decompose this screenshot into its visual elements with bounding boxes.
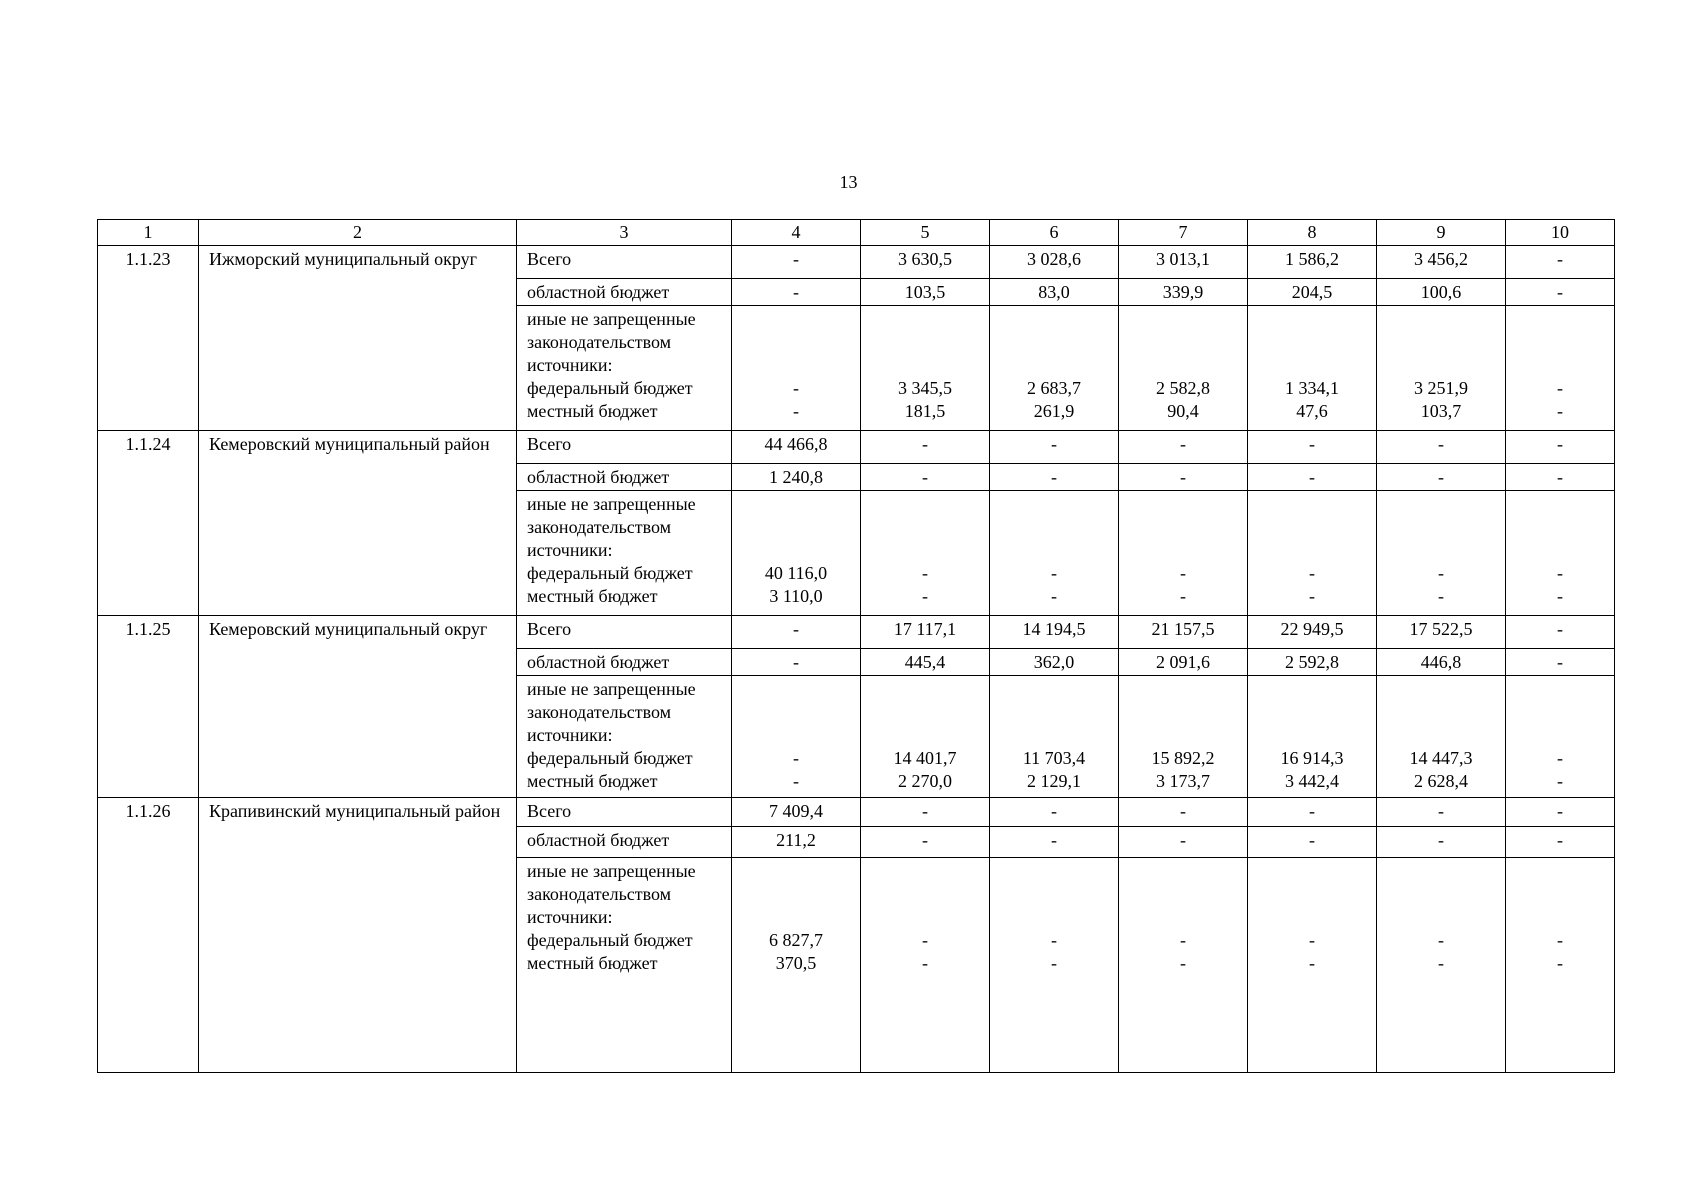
value-cell: 14 194,5 xyxy=(990,616,1119,649)
value-cell: 3 251,9 xyxy=(1414,378,1468,398)
value-block xyxy=(861,858,990,1073)
value-cell: 14 447,3 xyxy=(1409,748,1473,768)
value-cell: 181,5 xyxy=(904,401,946,421)
value-cell: 3 173,7 xyxy=(1156,771,1210,791)
value-cell: 3 110,0 xyxy=(769,586,823,606)
value-cell: 3 442,4 xyxy=(1285,771,1339,791)
value-cell: - xyxy=(1309,953,1315,973)
source-label: иные не запрещенные xyxy=(527,861,696,881)
value-cell: 2 270,0 xyxy=(898,771,952,791)
value-cell: - xyxy=(1438,930,1444,950)
row-code: 1.1.26 xyxy=(98,798,199,1073)
value-cell: - xyxy=(1180,930,1186,950)
value-cell: - xyxy=(732,649,861,676)
page-number: 13 xyxy=(839,172,858,192)
source-label: федеральный бюджет xyxy=(527,378,693,398)
value-cell: - xyxy=(1438,563,1444,583)
value-cell: - xyxy=(1557,771,1563,791)
value-block xyxy=(1119,491,1248,616)
source-label: областной бюджет xyxy=(517,827,732,858)
value-block xyxy=(1506,491,1615,616)
value-cell: 2 683,7 xyxy=(1027,378,1081,398)
row-code: 1.1.23 xyxy=(98,246,199,431)
header-cell: 2 xyxy=(199,220,517,246)
value-cell: 3 028,6 xyxy=(990,246,1119,279)
value-cell: 83,0 xyxy=(990,279,1119,306)
value-block xyxy=(1377,676,1506,798)
value-cell: - xyxy=(922,586,928,606)
value-cell: - xyxy=(990,798,1119,827)
value-block xyxy=(861,491,990,616)
value-block xyxy=(1506,306,1615,431)
header-row xyxy=(98,220,1615,246)
value-cell: 103,5 xyxy=(861,279,990,306)
value-block xyxy=(861,676,990,798)
value-cell: - xyxy=(732,246,861,279)
value-cell: - xyxy=(1438,953,1444,973)
value-block xyxy=(1119,306,1248,431)
value-cell: - xyxy=(922,563,928,583)
value-cell: - xyxy=(861,464,990,491)
value-cell: - xyxy=(1557,930,1563,950)
source-label: иные не запрещенные xyxy=(527,679,696,699)
value-cell: 2 091,6 xyxy=(1119,649,1248,676)
value-block xyxy=(732,858,861,1073)
value-cell: - xyxy=(1051,953,1057,973)
source-label: иные не запрещенные xyxy=(527,494,696,514)
source-label: законодательством xyxy=(527,332,672,352)
value-cell: - xyxy=(1506,431,1615,464)
table-row xyxy=(98,431,1615,464)
value-cell: - xyxy=(1377,798,1506,827)
value-cell: 3 345,5 xyxy=(898,378,952,398)
value-cell: - xyxy=(1180,563,1186,583)
value-cell: - xyxy=(990,827,1119,858)
value-cell: - xyxy=(1557,378,1563,398)
value-cell: - xyxy=(793,771,799,791)
source-label: Всего xyxy=(517,246,732,279)
value-cell: - xyxy=(861,431,990,464)
value-block xyxy=(1248,306,1377,431)
value-cell: 362,0 xyxy=(990,649,1119,676)
value-cell: - xyxy=(1506,649,1615,676)
value-cell: 1 240,8 xyxy=(732,464,861,491)
source-label: источники: xyxy=(527,725,613,745)
value-block xyxy=(1506,858,1615,1073)
municipality-name: Ижморский муниципальный округ xyxy=(199,246,517,431)
value-cell: 22 949,5 xyxy=(1248,616,1377,649)
value-cell: - xyxy=(1377,431,1506,464)
source-label: областной бюджет xyxy=(517,464,732,491)
source-label: иные не запрещенные xyxy=(527,309,696,329)
value-cell: - xyxy=(1557,748,1563,768)
value-block xyxy=(732,306,861,431)
value-cell: - xyxy=(1506,279,1615,306)
value-cell: 3 013,1 xyxy=(1119,246,1248,279)
value-block xyxy=(732,491,861,616)
value-block xyxy=(990,676,1119,798)
value-cell: - xyxy=(1248,464,1377,491)
value-cell: 15 892,2 xyxy=(1151,748,1215,768)
value-cell: - xyxy=(861,798,990,827)
value-cell: - xyxy=(1309,930,1315,950)
source-label: Всего xyxy=(517,431,732,464)
value-cell: 21 157,5 xyxy=(1119,616,1248,649)
value-cell: 40 116,0 xyxy=(764,563,828,583)
value-cell: - xyxy=(793,748,799,768)
source-label: источники: xyxy=(527,907,613,927)
value-cell: - xyxy=(990,464,1119,491)
value-cell: - xyxy=(732,616,861,649)
source-label: Всего xyxy=(517,616,732,649)
value-cell: - xyxy=(1438,586,1444,606)
value-cell: 204,5 xyxy=(1248,279,1377,306)
municipality-name: Кемеровский муниципальный район xyxy=(199,431,517,616)
value-cell: - xyxy=(1180,586,1186,606)
value-block xyxy=(1506,676,1615,798)
value-cell: - xyxy=(732,279,861,306)
source-label: Всего xyxy=(517,798,732,827)
value-cell: - xyxy=(1309,586,1315,606)
source-label: источники: xyxy=(527,355,613,375)
value-cell: 2 582,8 xyxy=(1156,378,1210,398)
value-cell: 446,8 xyxy=(1377,649,1506,676)
value-cell: 17 117,1 xyxy=(861,616,990,649)
value-cell: 2 129,1 xyxy=(1027,771,1081,791)
table-row xyxy=(98,798,1615,827)
value-cell: 100,6 xyxy=(1377,279,1506,306)
source-label: местный бюджет xyxy=(527,401,658,421)
value-cell: - xyxy=(1506,798,1615,827)
value-cell: 6 827,7 xyxy=(769,930,823,950)
value-cell: 3 456,2 xyxy=(1377,246,1506,279)
value-cell: 445,4 xyxy=(861,649,990,676)
value-cell: - xyxy=(922,953,928,973)
source-label: источники: xyxy=(527,540,613,560)
source-label: местный бюджет xyxy=(527,586,658,606)
source-label: законодательством xyxy=(527,702,672,722)
source-label: федеральный бюджет xyxy=(527,930,693,950)
value-cell: 47,6 xyxy=(1296,401,1328,421)
value-block xyxy=(1248,491,1377,616)
value-block xyxy=(990,858,1119,1073)
value-cell: - xyxy=(1557,401,1563,421)
value-cell: - xyxy=(1309,563,1315,583)
value-cell: - xyxy=(1506,464,1615,491)
value-block xyxy=(990,491,1119,616)
value-cell: - xyxy=(922,930,928,950)
value-block xyxy=(1119,858,1248,1073)
source-label: федеральный бюджет xyxy=(527,748,693,768)
value-cell: 3 630,5 xyxy=(861,246,990,279)
value-cell: 14 401,7 xyxy=(893,748,957,768)
header-cell: 3 xyxy=(517,220,732,246)
value-cell: 11 703,4 xyxy=(1022,748,1086,768)
source-label: местный бюджет xyxy=(527,771,658,791)
header-cell: 8 xyxy=(1248,220,1377,246)
table-row xyxy=(98,246,1615,279)
value-cell: - xyxy=(1119,827,1248,858)
value-cell: - xyxy=(1248,827,1377,858)
value-cell: - xyxy=(1051,930,1057,950)
value-block xyxy=(1248,858,1377,1073)
value-cell: - xyxy=(793,401,799,421)
header-cell: 7 xyxy=(1119,220,1248,246)
source-label: федеральный бюджет xyxy=(527,563,693,583)
value-cell: 44 466,8 xyxy=(732,431,861,464)
value-cell: - xyxy=(1119,798,1248,827)
header-cell: 10 xyxy=(1506,220,1615,246)
value-block xyxy=(1248,676,1377,798)
source-label: областной бюджет xyxy=(517,649,732,676)
value-cell: - xyxy=(861,827,990,858)
source-block xyxy=(517,858,732,1073)
source-block xyxy=(517,676,732,798)
value-cell: - xyxy=(1119,464,1248,491)
value-cell: - xyxy=(1248,431,1377,464)
value-cell: 339,9 xyxy=(1119,279,1248,306)
value-cell: - xyxy=(1557,953,1563,973)
value-block xyxy=(861,306,990,431)
value-cell: - xyxy=(1377,827,1506,858)
value-block xyxy=(1377,491,1506,616)
value-cell: 261,9 xyxy=(1033,401,1075,421)
value-cell: 7 409,4 xyxy=(732,798,861,827)
value-cell: 2 628,4 xyxy=(1414,771,1468,791)
value-cell: 17 522,5 xyxy=(1377,616,1506,649)
municipality-name: Крапивинский муниципальный район xyxy=(199,798,517,1073)
value-cell: - xyxy=(1506,246,1615,279)
value-block xyxy=(990,306,1119,431)
value-cell: - xyxy=(1557,586,1563,606)
source-label: областной бюджет xyxy=(517,279,732,306)
municipality-name: Кемеровский муниципальный округ xyxy=(199,616,517,798)
value-cell: - xyxy=(1557,563,1563,583)
value-cell: - xyxy=(990,431,1119,464)
value-block xyxy=(1377,858,1506,1073)
table-row xyxy=(98,616,1615,649)
value-cell: - xyxy=(1506,827,1615,858)
header-cell: 5 xyxy=(861,220,990,246)
source-block xyxy=(517,491,732,616)
value-cell: 90,4 xyxy=(1167,401,1199,421)
header-cell: 6 xyxy=(990,220,1119,246)
value-cell: - xyxy=(793,378,799,398)
source-label: законодательством xyxy=(527,517,672,537)
value-cell: 211,2 xyxy=(732,827,861,858)
value-cell: 1 586,2 xyxy=(1248,246,1377,279)
value-cell: - xyxy=(1248,798,1377,827)
value-block xyxy=(732,676,861,798)
value-cell: - xyxy=(1506,616,1615,649)
value-block xyxy=(1377,306,1506,431)
row-code: 1.1.25 xyxy=(98,616,199,798)
header-cell: 1 xyxy=(98,220,199,246)
source-label: законодательством xyxy=(527,884,672,904)
value-cell: 16 914,3 xyxy=(1280,748,1344,768)
value-cell: 2 592,8 xyxy=(1248,649,1377,676)
value-cell: 1 334,1 xyxy=(1285,378,1339,398)
value-block xyxy=(1119,676,1248,798)
value-cell: - xyxy=(1051,586,1057,606)
value-cell: - xyxy=(1180,953,1186,973)
value-cell: - xyxy=(1051,563,1057,583)
header-cell: 9 xyxy=(1377,220,1506,246)
budget-table xyxy=(97,219,1615,1073)
source-block xyxy=(517,306,732,431)
header-cell: 4 xyxy=(732,220,861,246)
source-label: местный бюджет xyxy=(527,953,658,973)
value-cell: - xyxy=(1119,431,1248,464)
row-code: 1.1.24 xyxy=(98,431,199,616)
value-cell: 103,7 xyxy=(1420,401,1462,421)
value-cell: 370,5 xyxy=(775,953,817,973)
value-cell: - xyxy=(1377,464,1506,491)
